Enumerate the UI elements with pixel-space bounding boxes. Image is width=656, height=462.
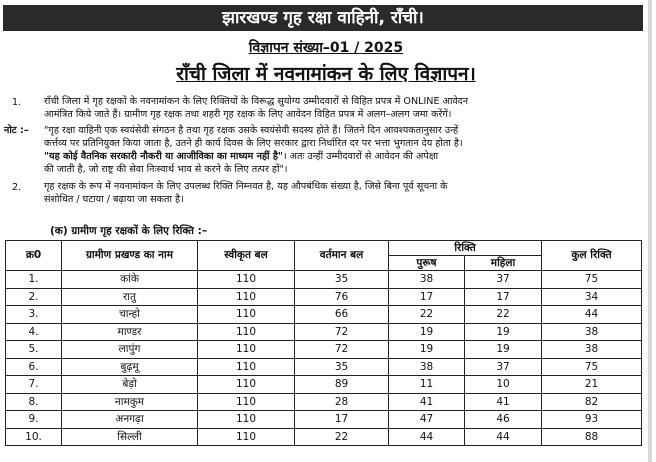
cell-sn: 1. [6, 271, 62, 289]
cell-sn: 8. [6, 393, 62, 411]
table-row [6, 411, 642, 429]
cell-sn: 5. [6, 341, 62, 359]
note-line2: कर्त्तव्य पर प्रतिनियुक्त किया जाता है, उतने ही कार्य दिवस के लिए सरकार द्वारा निर्धारित दर पर भत्ता भुगतान देय होता है। [44, 138, 463, 149]
cell-block: चान्हो [62, 306, 198, 324]
vacancy-table [5, 240, 642, 446]
cell-sn: 7. [6, 376, 62, 394]
cell-total: 38 [542, 341, 642, 359]
cell-female: 37 [465, 358, 542, 376]
cell-current: 76 [295, 288, 389, 306]
note-line3-rest: । अतः उन्हीं उम्मीदवारों से आवेदन की अपेक्षा [282, 151, 439, 162]
table-subheading: (क) ग्रामीण गृह रक्षकों के लिए रिक्ति :– [50, 225, 208, 237]
note-label: नोट :– [4, 125, 29, 136]
cell-sanctioned: 110 [198, 323, 295, 341]
table-row [6, 323, 642, 341]
cell-current: 72 [295, 323, 389, 341]
cell-block: लापुंग [62, 341, 198, 359]
cell-female: 41 [465, 393, 542, 411]
note-emphasis: "यह कोई वैतनिक सरकारी नौकरी या आजीविका का माध्यम नहीं है" [44, 151, 283, 162]
cell-male: 44 [389, 428, 465, 446]
header-current: वर्तमान बल [295, 241, 389, 271]
cell-sanctioned: 110 [198, 306, 295, 324]
cell-male: 17 [389, 288, 465, 306]
table-row [6, 288, 642, 306]
cell-sanctioned: 110 [198, 288, 295, 306]
cell-block: कांके [62, 271, 198, 289]
para1-number: 1. [12, 97, 22, 108]
header-vacancy: रिक्ति [389, 241, 542, 256]
para1-line1: राँची जिला में गृह रक्षकों के नवनामांकन के लिए रिक्तियों के विरूद्ध सुयोग्य उम्मीदवारों से विहित प्रपत्र में ONLINE आवेदन [44, 96, 469, 107]
cell-female: 17 [465, 288, 542, 306]
cell-male: 11 [389, 376, 465, 394]
cell-male: 19 [389, 323, 465, 341]
cell-current: 28 [295, 393, 389, 411]
vacancy-table-body [6, 271, 642, 446]
cell-total: 34 [542, 288, 642, 306]
cell-total: 93 [542, 411, 642, 429]
header-serial: क्र0 [6, 241, 62, 271]
cell-sanctioned: 110 [198, 393, 295, 411]
para2-line2: संशोधित / घटाया / बढ़ाया जा सकता है। [44, 194, 184, 205]
table-row [6, 428, 642, 446]
page-edge [648, 0, 652, 462]
cell-total: 75 [542, 271, 642, 289]
table-row [6, 376, 642, 394]
cell-sanctioned: 110 [198, 271, 295, 289]
cell-current: 35 [295, 358, 389, 376]
cell-current: 72 [295, 341, 389, 359]
ad-number: विज्ञापन संख्या–01 / 2025 [248, 40, 404, 56]
header-sanctioned: स्वीकृत बल [198, 241, 295, 271]
cell-female: 19 [465, 341, 542, 359]
cell-total: 38 [542, 323, 642, 341]
ad-title: राँची जिला में नवनामांकन के लिए विज्ञापन। [176, 63, 476, 85]
para2-line1: गृह रक्षक के रूप में नवनामांकन के लिए उपलब्ध रिक्ति निम्नवत है, यह औपबंधिक संख्या है, जिसे बिना पूर्व सूचना के [44, 181, 448, 192]
cell-total: 44 [542, 306, 642, 324]
note-line1: "गृह रक्षा वाहिनी एक स्वयंसेवी संगठन है तथा गृह रक्षक उसके स्वयंसेवी सदस्य होते हैं। जितने दिन आवश्यकतानुसार उन्हें [44, 125, 459, 136]
cell-sanctioned: 110 [198, 358, 295, 376]
cell-total: 82 [542, 393, 642, 411]
cell-sn: 6. [6, 358, 62, 376]
cell-total: 75 [542, 358, 642, 376]
cell-block: अनगढ़ा [62, 411, 198, 429]
table-row [6, 306, 642, 324]
cell-block: माण्डर [62, 323, 198, 341]
para2-number: 2. [12, 182, 22, 193]
cell-female: 22 [465, 306, 542, 324]
cell-sn: 2. [6, 288, 62, 306]
cell-block: बुढ़मू [62, 358, 198, 376]
cell-block: नामकुम [62, 393, 198, 411]
cell-male: 38 [389, 358, 465, 376]
cell-current: 89 [295, 376, 389, 394]
cell-female: 44 [465, 428, 542, 446]
cell-current: 17 [295, 411, 389, 429]
note-line4: की जाती है, जो राष्ट्र की सेवा निःस्वार्थ भाव से करने के लिए तत्पर हों"। [44, 164, 288, 175]
header-total: कुल रिक्ति [542, 241, 642, 271]
cell-current: 66 [295, 306, 389, 324]
para1-line2: आमंत्रित किये जाते हैं। ग्रामीण गृह रक्षक तथा शहरी गृह रक्षक के लिए आवेदन विहित प्रपत्र में अलग–अलग जमा करेंगें। [44, 109, 452, 120]
cell-sn: 9. [6, 411, 62, 429]
cell-sn: 3. [6, 306, 62, 324]
cell-block: बेड़ो [62, 376, 198, 394]
cell-male: 41 [389, 393, 465, 411]
cell-sn: 10. [6, 428, 62, 446]
cell-block: रातु [62, 288, 198, 306]
table-row [6, 393, 642, 411]
header-block: ग्रामीण प्रखण्ड का नाम [62, 241, 198, 271]
cell-total: 21 [542, 376, 642, 394]
cell-male: 38 [389, 271, 465, 289]
header-male: पुरूष [389, 256, 465, 271]
cell-female: 19 [465, 323, 542, 341]
header-female: महिला [465, 256, 542, 271]
masthead-banner: झारखण्ड गृह रक्षा वाहिनी, राँची। [3, 5, 643, 31]
cell-sn: 4. [6, 323, 62, 341]
table-row [6, 271, 642, 289]
cell-block: सिल्ली [62, 428, 198, 446]
cell-female: 10 [465, 376, 542, 394]
cell-sanctioned: 110 [198, 428, 295, 446]
table-row [6, 341, 642, 359]
cell-total: 88 [542, 428, 642, 446]
cell-current: 35 [295, 271, 389, 289]
cell-male: 47 [389, 411, 465, 429]
cell-female: 37 [465, 271, 542, 289]
note-line3 [44, 151, 438, 164]
cell-sanctioned: 110 [198, 376, 295, 394]
cell-sanctioned: 110 [198, 341, 295, 359]
cell-female: 46 [465, 411, 542, 429]
table-row [6, 358, 642, 376]
cell-sanctioned: 110 [198, 411, 295, 429]
cell-male: 22 [389, 306, 465, 324]
cell-male: 19 [389, 341, 465, 359]
cell-current: 22 [295, 428, 389, 446]
